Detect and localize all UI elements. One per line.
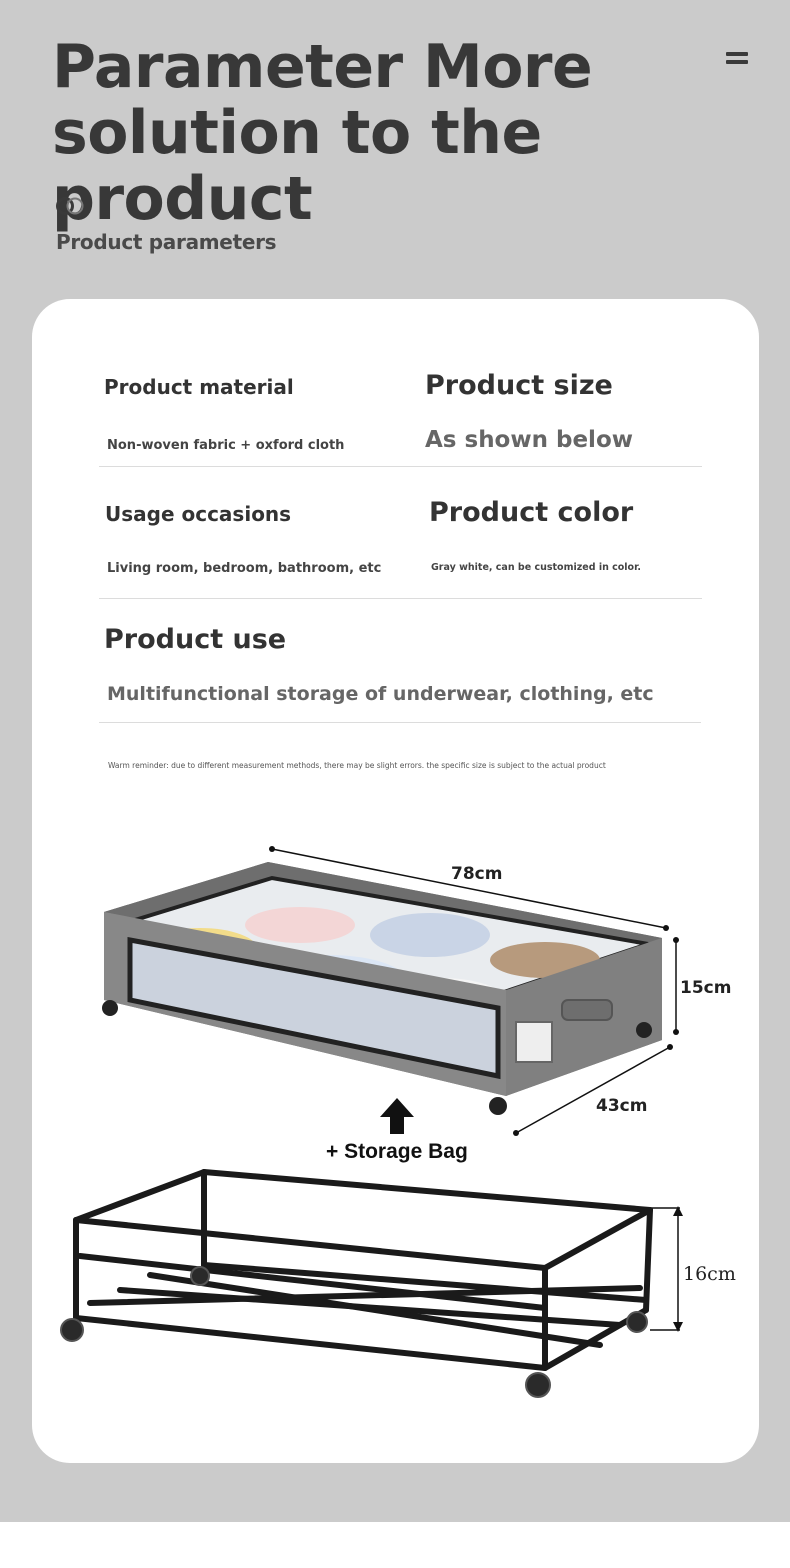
size-value: As shown below <box>425 427 633 453</box>
use-label: Product use <box>104 624 287 655</box>
storage-bag-caption: + Storage Bag <box>326 1140 468 1163</box>
storage-bag-image <box>102 862 662 1115</box>
color-label: Product color <box>429 497 634 528</box>
material-value: Non-woven fabric + oxford cloth <box>107 438 345 453</box>
title-line-2: solution to the product <box>52 98 542 234</box>
use-value: Multifunctional storage of underwear, clothing, etc <box>107 683 654 705</box>
warm-reminder: Warm reminder: due to different measurement methods, there may be slight errors. the specific size is subject to the actual product <box>108 761 606 770</box>
height-bag-label: 15cm <box>680 978 732 998</box>
depth-label: 43cm <box>596 1096 648 1116</box>
arrow-up-icon <box>380 1098 414 1134</box>
material-label: Product material <box>104 375 294 399</box>
occasions-value: Living room, bedroom, bathroom, etc <box>107 561 382 576</box>
length-label: 78cm <box>451 864 503 884</box>
section-label: Product parameters <box>56 230 277 254</box>
rack-image <box>76 1172 650 1368</box>
size-label: Product size <box>425 370 613 401</box>
height-rack-label: 16cm <box>683 1263 736 1285</box>
title-line-1: Parameter More <box>52 32 593 102</box>
color-value: Gray white, can be customized in color. <box>431 562 642 573</box>
occasions-label: Usage occasions <box>105 502 292 526</box>
